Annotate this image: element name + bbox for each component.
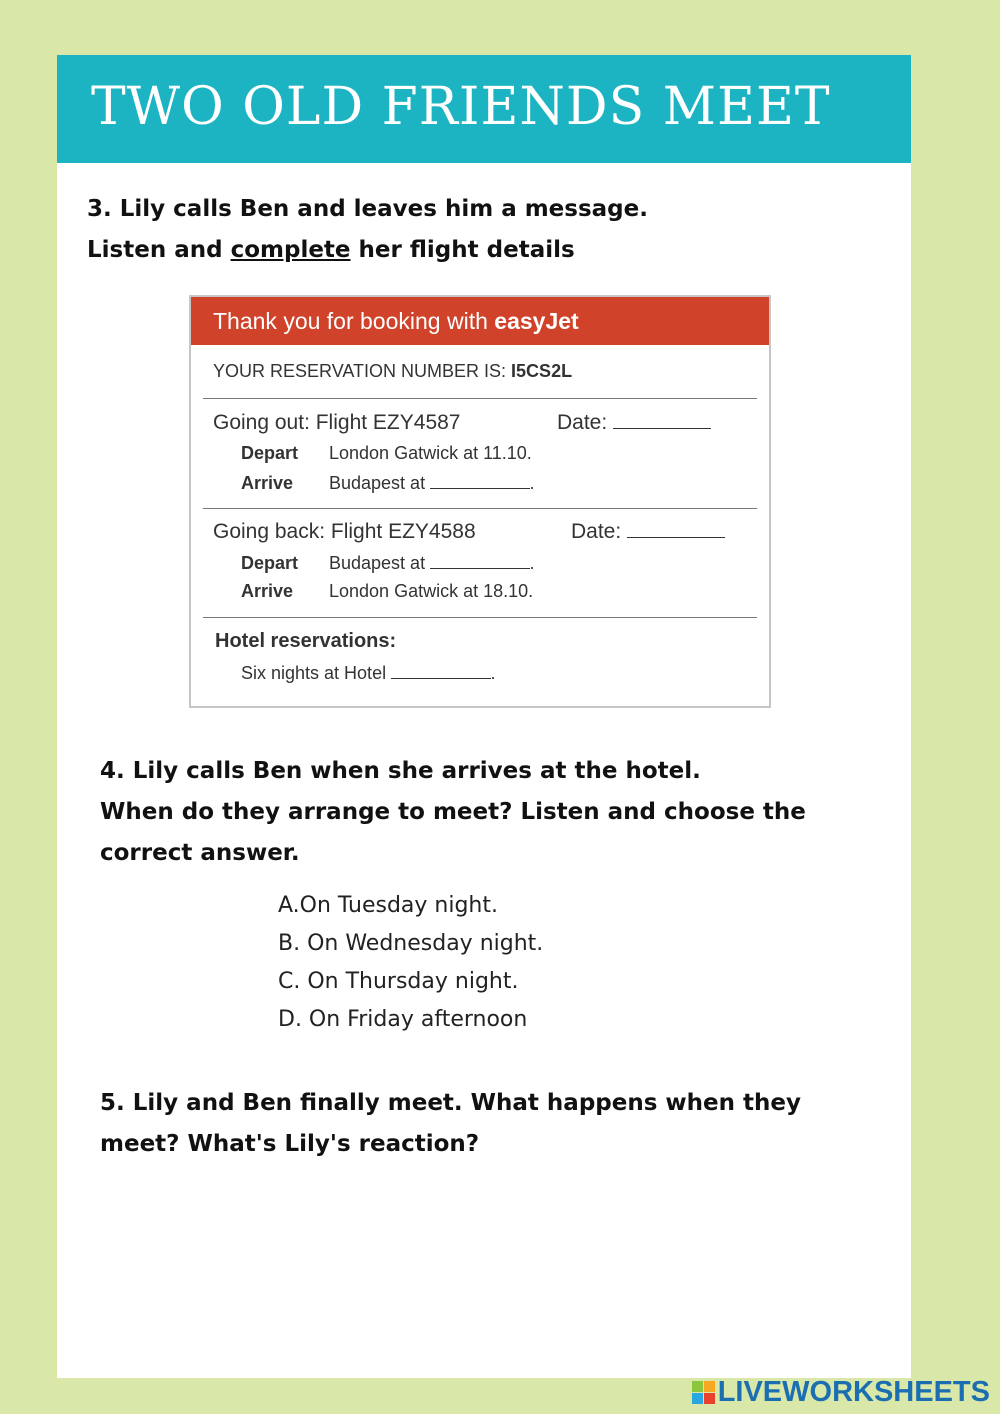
title-banner [57,55,911,163]
separator [203,508,757,509]
reservation-label: YOUR RESERVATION NUMBER IS: [213,361,512,381]
question-4-line-1: 4. Lily calls Ben when she arrives at the hotel. [100,758,701,784]
going-out-arrive [241,472,535,494]
going-back-flight: Going back: Flight EZY4588 [213,520,476,543]
separator [203,398,757,399]
option-a[interactable]: A.On Tuesday night. [278,893,498,918]
hotel-heading: Hotel reservations: [215,630,397,652]
depart-end: . [529,553,535,573]
going-back-date-blank[interactable] [627,521,725,538]
question-4-line-2: When do they arrange to meet? Listen and choose the [100,799,806,825]
separator [203,617,757,618]
reservation-number: I5CS2L [511,361,573,381]
q3-text-pre: Listen and [87,237,231,263]
question-3-line-1: 3. Lily calls Ben and leaves him a message. [87,196,648,222]
hotel-text: Six nights at Hotel [241,663,387,683]
liveworksheets-icon [692,1381,715,1404]
question-4-line-3: correct answer. [100,840,300,866]
liveworksheets-text: LIVEWORKSHEETS [717,1376,990,1408]
hotel-end: . [490,663,496,683]
q3-text-post: her flight details [350,237,575,263]
depart-value: London Gatwick at 11.10. [329,443,532,463]
going-out-date-label: Date: [557,411,608,434]
hotel-name-blank[interactable] [391,662,491,679]
depart-label: Depart [241,553,299,573]
hotel-line [241,662,496,684]
arrive-value: Budapest at [329,473,426,493]
question-3-line-2 [87,230,648,271]
depart-label: Depart [241,443,299,463]
answer-options [278,887,543,1039]
going-back-depart [241,552,535,574]
option-c[interactable]: C. On Thursday night. [278,969,519,994]
going-out-depart [241,443,532,464]
question-5-line-2: meet? What's Lily's reaction? [100,1131,480,1157]
arrive-label: Arrive [241,473,294,493]
question-5-line-1: 5. Lily and Ben finally meet. What happens when they [100,1090,801,1116]
question-5 [100,1083,801,1165]
arrive-value: London Gatwick at 18.10. [329,581,534,601]
reservation-row [213,361,572,382]
page-title: TWO OLD FRIENDS MEET [91,77,831,137]
departure-time-blank[interactable] [430,552,530,569]
going-back-arrive [241,581,533,602]
arrive-end: . [529,473,535,493]
question-3 [87,189,648,271]
easyjet-booking-card [189,295,771,708]
booking-header-text: Thank you for booking with [213,308,495,334]
going-out-date-blank[interactable] [613,412,711,429]
going-back-date-label: Date: [571,520,622,543]
booking-brand: easyJet [494,308,579,334]
option-b[interactable]: B. On Wednesday night. [278,931,544,956]
option-d[interactable]: D. On Friday afternoon [278,1007,528,1032]
question-4 [100,751,806,874]
q3-underlined-word: complete [230,237,351,263]
arrive-label: Arrive [241,581,294,601]
worksheet-page [57,55,911,1378]
going-out-date [557,411,711,435]
going-out-flight: Going out: Flight EZY4587 [213,411,461,434]
liveworksheets-logo [692,1376,990,1409]
depart-value: Budapest at [329,553,426,573]
booking-header [191,297,769,345]
arrival-time-blank[interactable] [430,472,530,489]
going-back-date [571,520,725,544]
